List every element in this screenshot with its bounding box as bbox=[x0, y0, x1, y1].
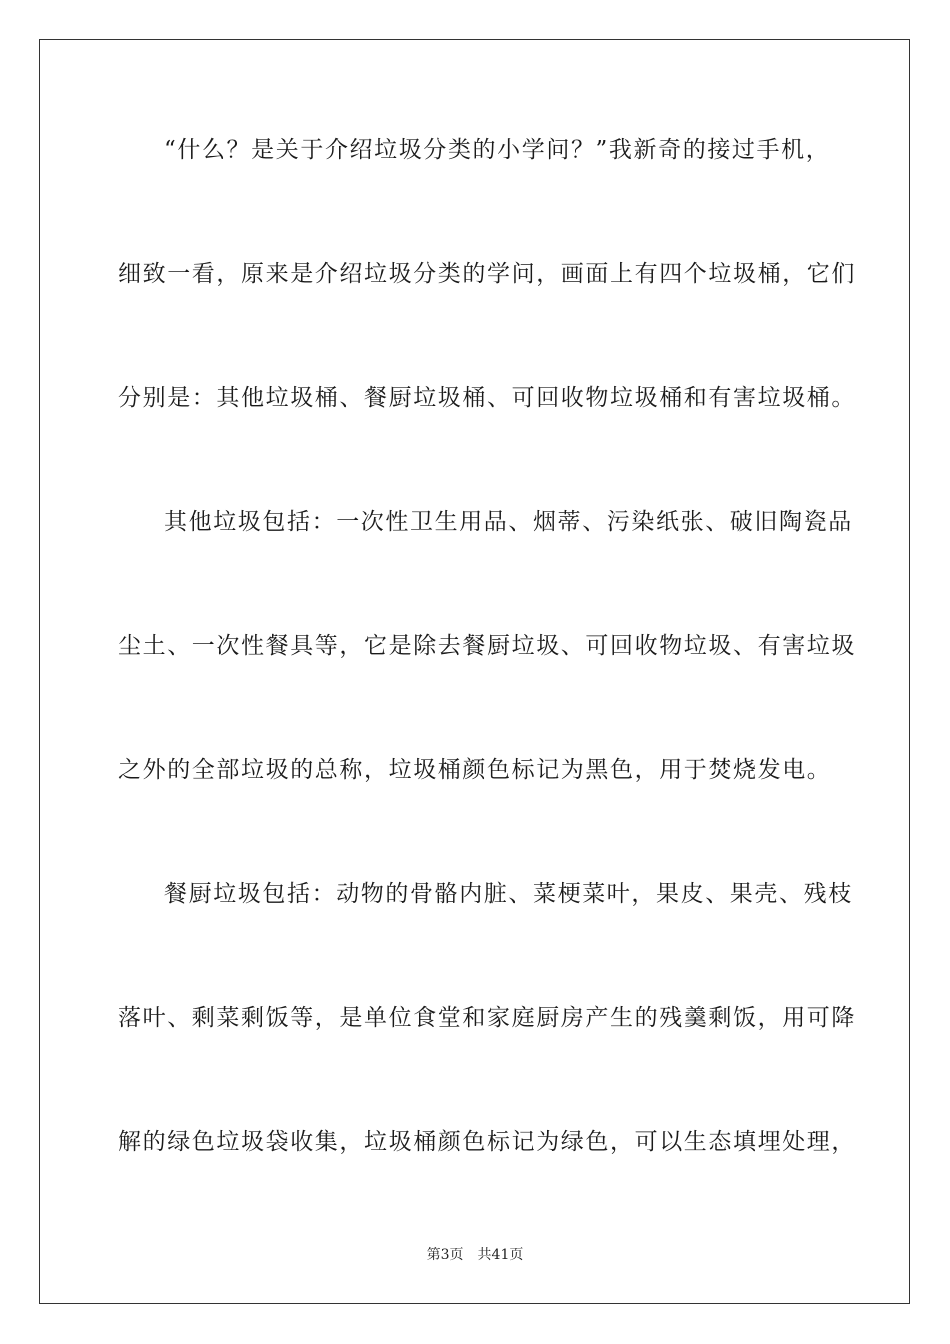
page-number: 第3页 bbox=[426, 1247, 464, 1263]
text-line: “什么？是关于介绍垃圾分类的小学问？”我新奇的接过手机， bbox=[164, 137, 831, 163]
text-line: 落叶、剩菜剩饭等，是单位食堂和家庭厨房产生的残羹剩饭，用可降 bbox=[118, 1005, 856, 1031]
text-line: 之外的全部垃圾的总称，垃圾桶颜色标记为黑色，用于焚烧发电。 bbox=[118, 757, 832, 783]
page-border bbox=[39, 39, 910, 1304]
text-line: 分别是：其他垃圾桶、餐厨垃圾桶、可回收物垃圾桶和有害垃圾桶。 bbox=[118, 385, 856, 411]
page-footer bbox=[0, 1246, 950, 1264]
text-line: 餐厨垃圾包括：动物的骨骼内脏、菜梗菜叶，果皮、果壳、残枝 bbox=[164, 881, 853, 907]
text-line: 细致一看，原来是介绍垃圾分类的学问，画面上有四个垃圾桶，它们 bbox=[118, 261, 856, 287]
text-line: 其他垃圾包括：一次性卫生用品、烟蒂、污染纸张、破旧陶瓷品 bbox=[164, 509, 853, 535]
text-line: 尘土、一次性餐具等，它是除去餐厨垃圾、可回收物垃圾、有害垃圾 bbox=[118, 633, 856, 659]
page-total: 共41页 bbox=[477, 1247, 524, 1263]
text-line: 解的绿色垃圾袋收集，垃圾桶颜色标记为绿色，可以生态填埋处理， bbox=[118, 1129, 856, 1155]
